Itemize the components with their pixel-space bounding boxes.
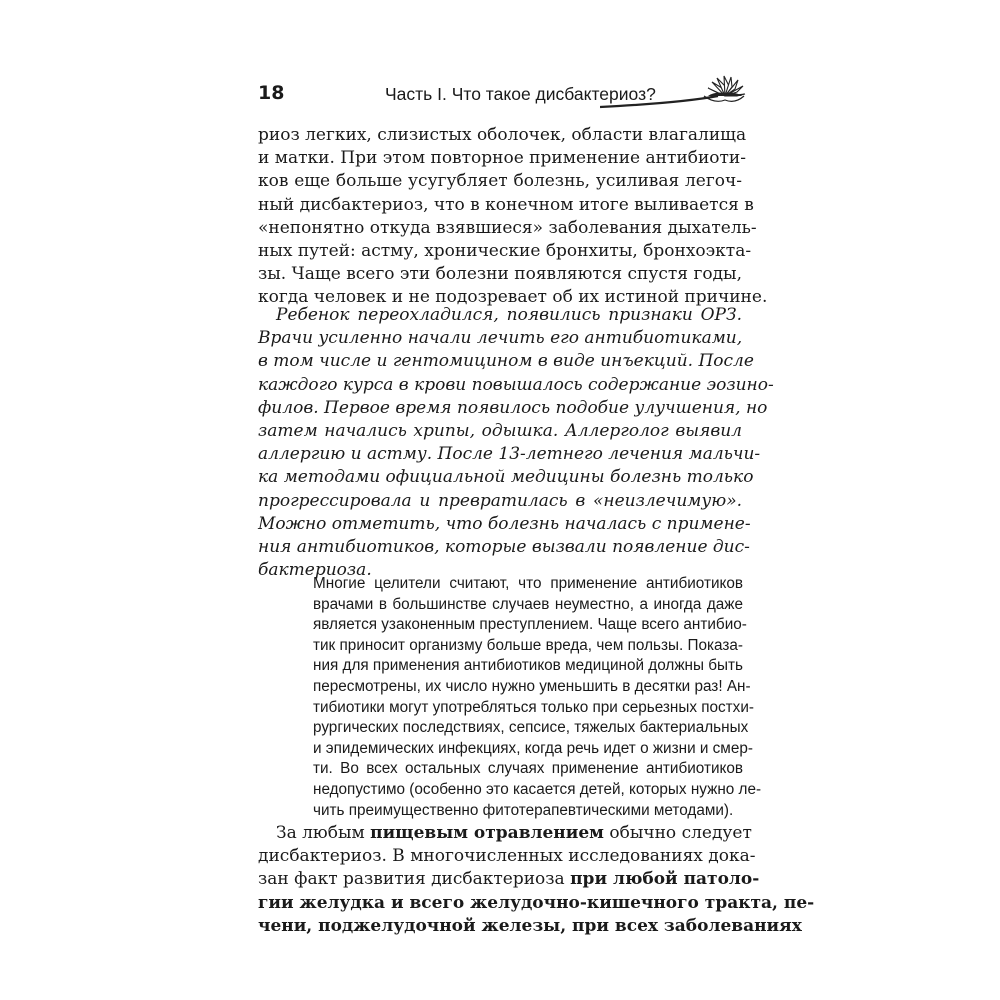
- emphasis-text: при любой патоло-: [570, 869, 760, 890]
- text-line: в том числе и гентомицином в виде инъекций. После: [258, 351, 754, 372]
- text-run: зан факт развития дисбактериоза: [258, 869, 571, 890]
- text-line: прогрессировала и превратилась в «неизлечимую».: [258, 490, 742, 511]
- text-line: Можно отметить, что болезнь началась с примене-: [258, 513, 751, 534]
- text-line: «непонятно откуда взявшиеся» заболевания дыхатель-: [258, 217, 757, 238]
- text-line: риоз легких, слизистых оболочек, области влагалища: [258, 125, 747, 145]
- text-line: когда человек и не подозревает об их истиной причине.: [258, 287, 768, 308]
- text-line: является узаконенным преступлением. Чаще всего антибио-: [313, 616, 747, 634]
- text-line: дисбактериоз. В многочисленных исследованиях дока-: [258, 846, 756, 867]
- text-line: тик приносит организму больше вреда, чем пользы. Показа-: [313, 636, 743, 654]
- text-line: [258, 892, 815, 915]
- text-line: Врачи усиленно начали лечить его антибиотиками,: [258, 328, 743, 349]
- text-line: Ребенок переохладился, появились признаки ОРЗ.: [276, 305, 742, 325]
- text-line: филов. Первое время появилось подобие улучшения, но: [258, 397, 768, 418]
- text-line: Многие целители считают, что применение антибиотиков: [313, 575, 743, 592]
- text-line: ния для применения антибиотиков медициной должны быть: [313, 657, 743, 675]
- text-line: и эпидемических инфекциях, когда речь идет о жизни и смер-: [313, 739, 753, 757]
- text-line: тибиотики могут употребляться только при серьезных постхи-: [313, 698, 754, 716]
- text-line: [258, 915, 802, 938]
- page-number: 18: [258, 82, 285, 104]
- text-line: врачами в большинстве случаев неуместно, а иногда даже: [313, 595, 743, 613]
- text-line: пересмотрены, их число нужно уменьшить в десятки раз! Ан-: [313, 677, 751, 695]
- healer-note: [313, 574, 762, 821]
- emphasis-food-poisoning: пищевым отравлением: [370, 823, 604, 843]
- text-line: каждого курса в крови повышалось содержание эозино-: [258, 374, 774, 395]
- text-line: [258, 868, 760, 891]
- text-line: ных путей: астму, хронические бронхиты, бронхоэкта-: [258, 240, 752, 261]
- text-line: ти. Во всех остальных случаях применение антибиотиков: [313, 760, 743, 778]
- text-line: ния антибиотиков, которые вызвали появление дис-: [258, 536, 750, 557]
- text-line: ный дисбактериоз, что в конечном итоге выливается в: [258, 194, 754, 215]
- sunflower-ornament-icon: [600, 74, 746, 114]
- text-line: бактериоза.: [258, 560, 372, 581]
- emphasis-text: чени, поджелудочной железы, при всех заболеваниях: [258, 915, 802, 936]
- text-line: зы. Чаще всего эти болезни появляются спустя годы,: [258, 264, 742, 285]
- text-line: рургических последствиях, сепсисе, тяжелых бактериальных: [313, 719, 749, 737]
- text-run: обычно следует: [603, 823, 752, 843]
- text-line: аллергию и астму. После 13-летнего лечения мальчи-: [258, 444, 761, 465]
- text-line: ков еще больше усугубляет болезнь, усиливая легоч-: [258, 171, 742, 192]
- text-line: затем начались хрипы, одышка. Аллерголог выявил: [258, 420, 742, 441]
- emphasis-text: гии желудка и всего желудочно-кишечного тракта, пе-: [258, 892, 815, 913]
- text-line: [258, 822, 752, 845]
- paragraph-1: [258, 124, 768, 310]
- text-line: и матки. При этом повторное применение антибиоти-: [258, 148, 747, 169]
- text-line: недопустимо (особенно это касается детей, которых нужно ле-: [313, 780, 762, 798]
- running-title: Часть I. Что такое дисбактериоз?: [385, 84, 656, 104]
- text-run: За любым: [276, 823, 371, 843]
- case-study: [258, 304, 774, 582]
- text-line: ка методами официальной медицины болезнь только: [258, 467, 754, 488]
- text-line: чить преимущественно фитотерапевтическими методами).: [313, 801, 734, 819]
- paragraph-2: [258, 822, 815, 938]
